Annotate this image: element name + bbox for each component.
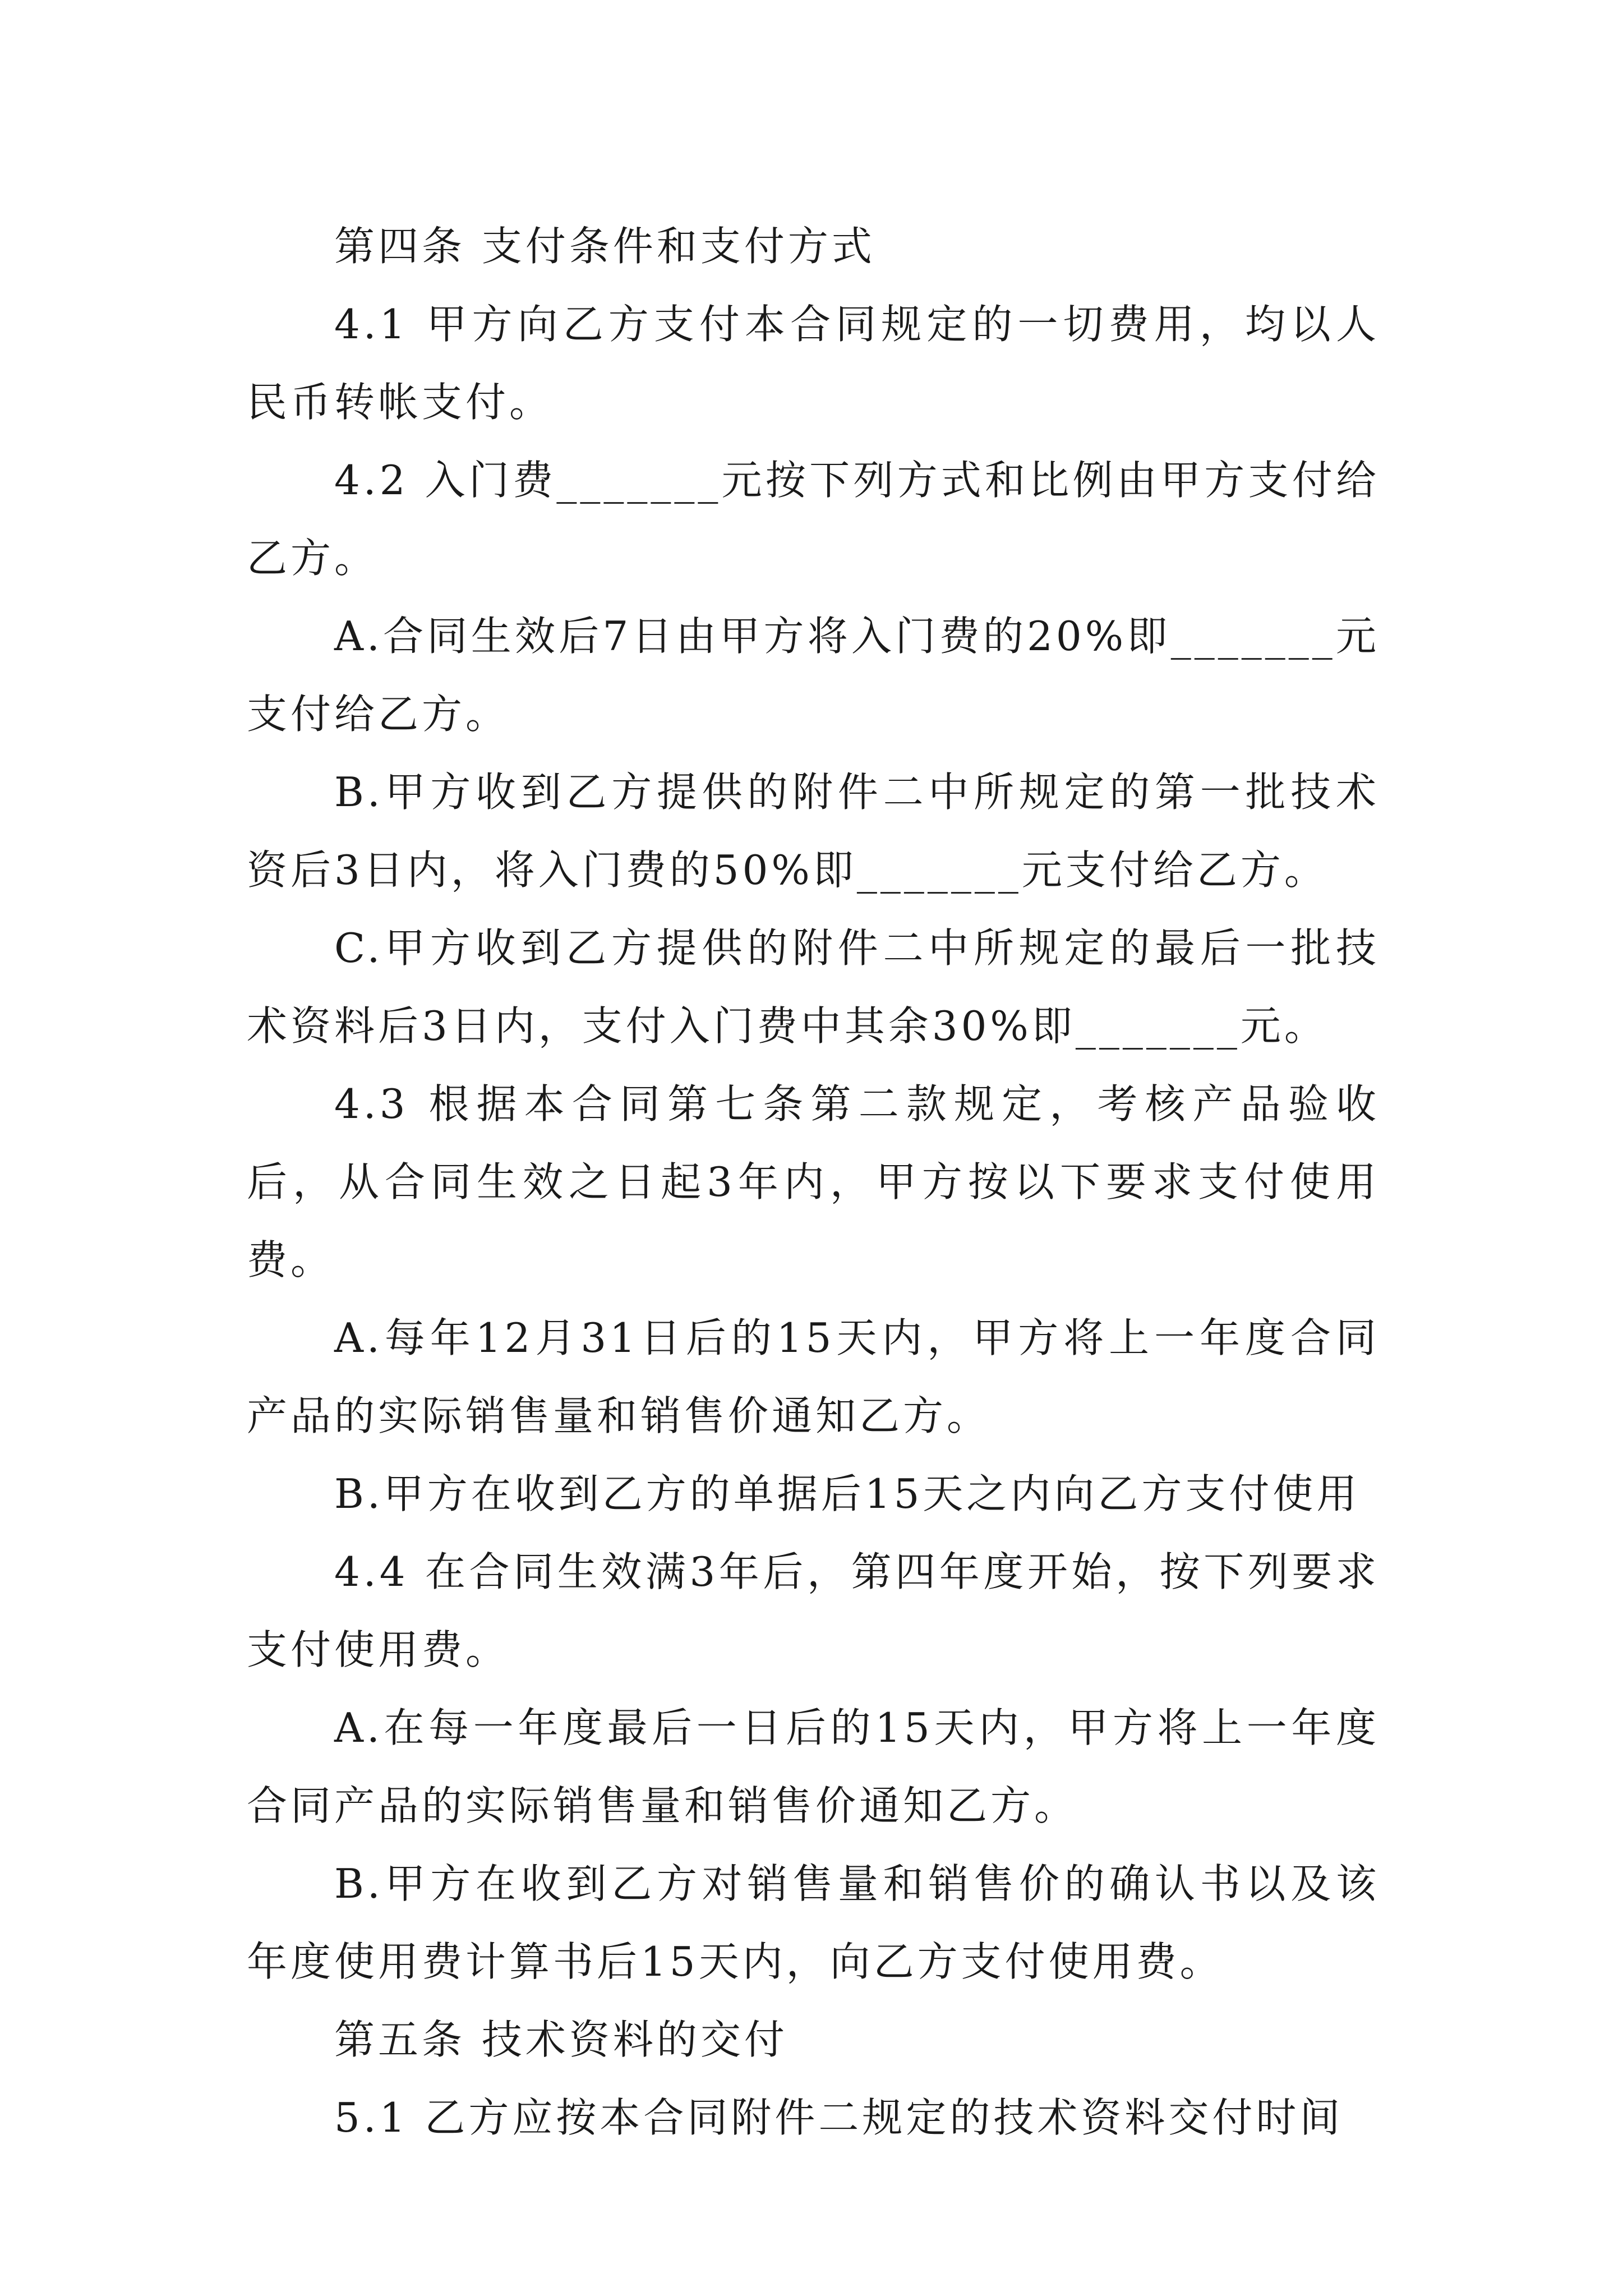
clause-4-3-a: A.每年12月31日后的15天内，甲方将上一年度合同产品的实际销售量和销售价通知乙方。 [247, 1314, 1380, 1439]
document-body [247, 208, 1380, 2157]
clause-4-1: 4.1 甲方向乙方支付本合同规定的一切费用，均以人民币转帐支付。 [247, 301, 1380, 426]
article-4-heading: 第四条 支付条件和支付方式 [334, 223, 875, 270]
clause-5-1: 5.1 乙方应按本合同附件二规定的技术资料交付时间 [334, 2094, 1344, 2141]
clause-4-4: 4.4 在合同生效满3年后，第四年度开始，按下列要求支付使用费。 [247, 1548, 1380, 1673]
clause-4-2-a: A.合同生效后7日由甲方将入门费的20%即_______元支付给乙方。 [247, 613, 1380, 738]
clause-4-2: 4.2 入门费_______元按下列方式和比例由甲方支付给乙方。 [247, 457, 1380, 582]
article-5-heading: 第五条 技术资料的交付 [334, 2016, 788, 2063]
clause-4-4-a: A.在每一年度最后一日后的15天内，甲方将上一年度合同产品的实际销售量和销售价通知乙方。 [247, 1704, 1380, 1829]
clause-4-3: 4.3 根据本合同第七条第二款规定，考核产品验收后，从合同生效之日起3年内，甲方按以下要求支付使用费。 [247, 1080, 1380, 1283]
clause-4-2-c: C.甲方收到乙方提供的附件二中所规定的最后一批技术资料后3日内，支付入门费中其余30%即_______元。 [247, 924, 1380, 1050]
clause-4-4-b: B.甲方在收到乙方对销售量和销售价的确认书以及该年度使用费计算书后15天内，向乙方支付使用费。 [247, 1860, 1380, 1985]
clause-4-2-b: B.甲方收到乙方提供的附件二中所规定的第一批技术资后3日内，将入门费的50%即_______元支付给乙方。 [247, 769, 1380, 894]
clause-4-3-b: B.甲方在收到乙方的单据后15天之内向乙方支付使用 [334, 1470, 1361, 1517]
